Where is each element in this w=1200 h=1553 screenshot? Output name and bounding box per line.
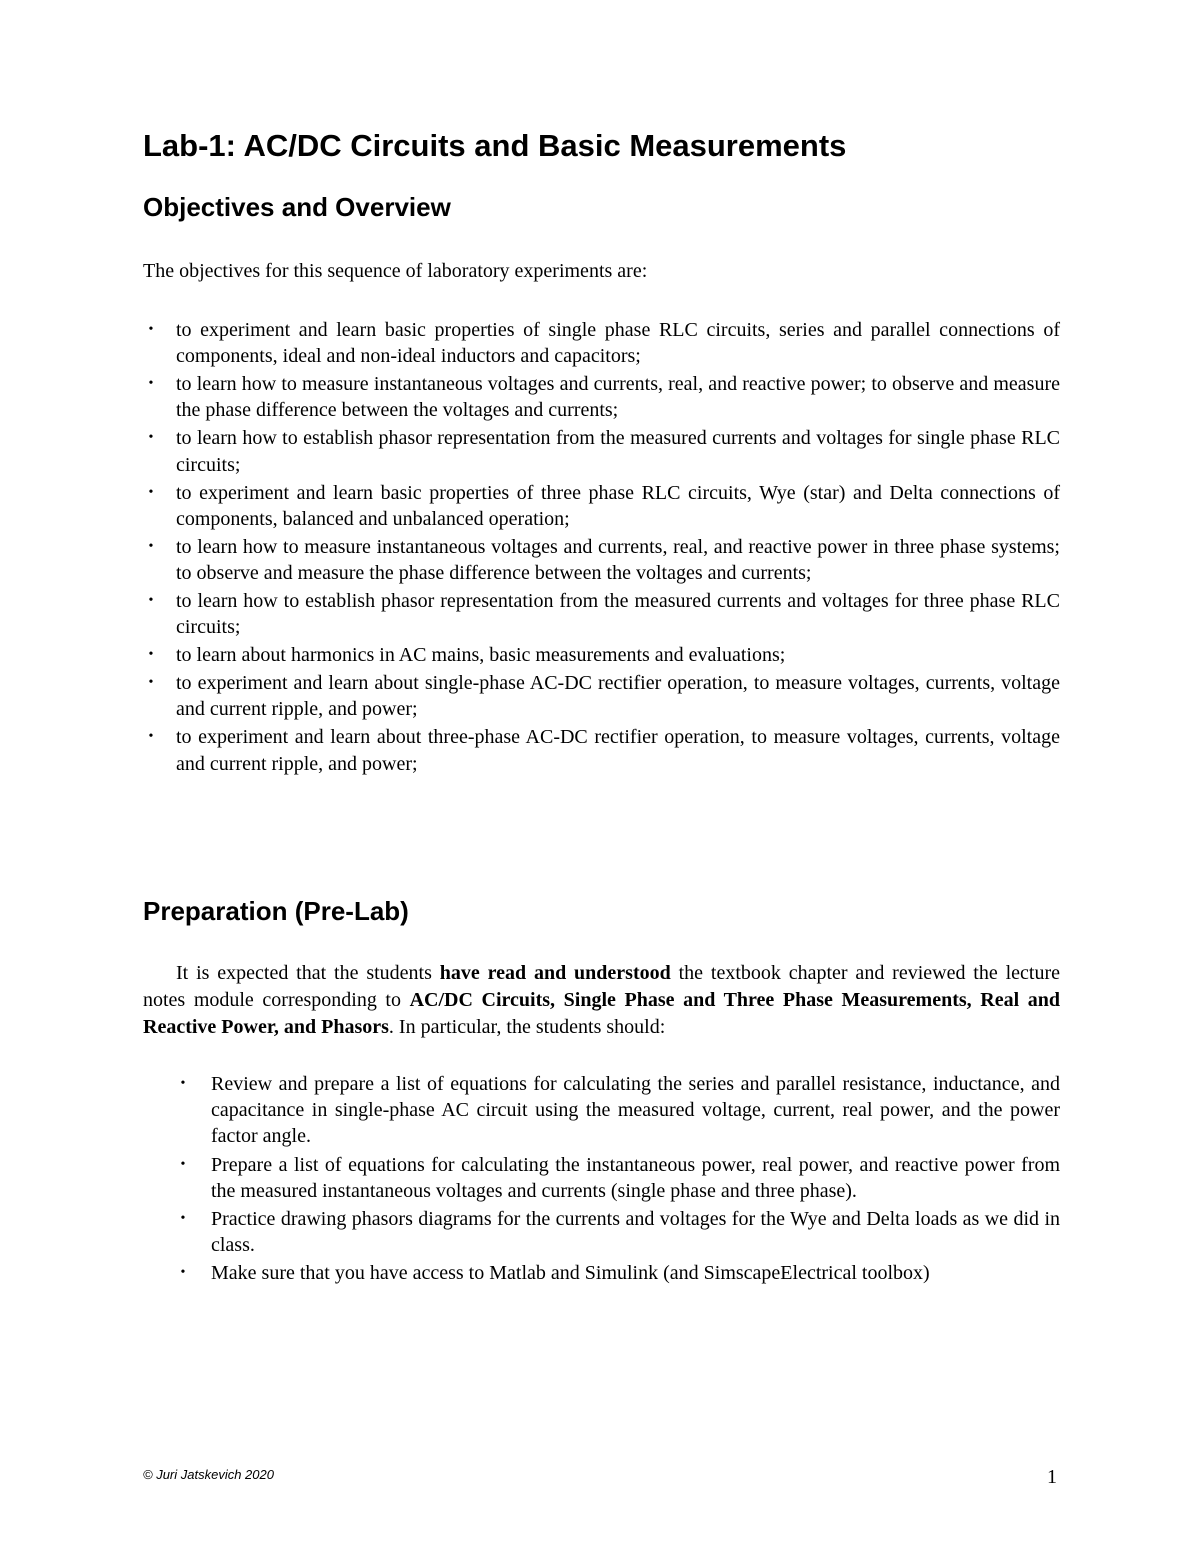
list-item bbox=[143, 480, 1060, 532]
preparation-heading: Preparation (Pre-Lab) bbox=[143, 896, 409, 926]
list-item-text: to learn how to establish phasor representation from the measured currents and voltages for single phase RLC circuits; bbox=[176, 427, 1060, 476]
bullet-icon: • bbox=[148, 484, 154, 500]
paragraph-text: the textbook chapter and reviewed the lecture notes module corresponding to bbox=[143, 962, 1061, 1011]
list-item bbox=[143, 642, 1060, 668]
paragraph-text: It is expected that the students bbox=[176, 962, 440, 984]
bullet-icon: • bbox=[180, 1156, 186, 1172]
list-item-text: to experiment and learn basic properties of three phase RLC circuits, Wye (star) and Delta connections of components, balanced and unbalanced operation; bbox=[176, 481, 1060, 530]
bullet-icon: • bbox=[180, 1265, 186, 1281]
document-title: Lab-1: AC/DC Circuits and Basic Measurements bbox=[143, 128, 847, 163]
list-item bbox=[143, 670, 1060, 722]
list-item-text: to experiment and learn about single-phase AC-DC rectifier operation, to measure voltages, currents, voltage and current ripple, and power; bbox=[176, 672, 1060, 721]
bullet-icon: • bbox=[148, 538, 154, 554]
bullet-icon: • bbox=[148, 675, 154, 691]
list-item bbox=[143, 588, 1060, 640]
list-item bbox=[176, 1071, 1060, 1150]
list-item bbox=[143, 317, 1060, 369]
list-item-text: Practice drawing phasors diagrams for the currents and voltages for the Wye and Delta loads as we did in class. bbox=[211, 1208, 1060, 1257]
bullet-icon: • bbox=[180, 1211, 186, 1227]
preparation-list bbox=[176, 1071, 1060, 1289]
objectives-heading: Objectives and Overview bbox=[143, 192, 451, 222]
copyright-notice: © Juri Jatskevich 2020 bbox=[143, 1467, 274, 1482]
bullet-icon: • bbox=[148, 430, 154, 446]
paragraph-text: . In particular, the students should: bbox=[388, 1016, 666, 1038]
list-item-text: to experiment and learn basic properties of single phase RLC circuits, series and parallel connections of components, ideal and non-ideal inductors and capacitors; bbox=[176, 319, 1060, 368]
paragraph-emphasis: have read and understood bbox=[439, 962, 671, 984]
bullet-icon: • bbox=[148, 376, 154, 392]
list-item bbox=[143, 724, 1060, 776]
page-number: 1 bbox=[1047, 1466, 1057, 1488]
bullet-icon: • bbox=[148, 322, 154, 337]
bullet-icon: • bbox=[148, 729, 154, 745]
list-item-text: to experiment and learn about three-phase AC-DC rectifier operation, to measure voltages, currents, voltage and current ripple, and power; bbox=[176, 726, 1060, 775]
list-item bbox=[176, 1260, 1060, 1286]
list-item-text: to learn how to measure instantaneous voltages and currents, real, and reactive power; to observe and measure the phase difference between the voltages and currents; bbox=[176, 373, 1060, 422]
objectives-list bbox=[143, 317, 1060, 779]
list-item-text: Prepare a list of equations for calculating the instantaneous power, real power, and reactive power from the measured instantaneous voltages and currents (single phase and three phase). bbox=[211, 1153, 1060, 1202]
list-item bbox=[143, 371, 1060, 423]
list-item bbox=[143, 425, 1060, 477]
list-item-text: to learn about harmonics in AC mains, basic measurements and evaluations; bbox=[176, 644, 786, 667]
list-item-text: Make sure that you have access to Matlab and Simulink (and SimscapeElectrical toolbox) bbox=[211, 1262, 930, 1285]
list-item bbox=[176, 1152, 1060, 1204]
list-item-text: Review and prepare a list of equations for calculating the series and parallel resistance, inductance, and capacitance in single-phase AC circuit using the measured voltage, current, real power, and the power factor angle. bbox=[211, 1073, 1060, 1148]
list-item-text: to learn how to establish phasor representation from the measured currents and voltages for three phase RLC circuits; bbox=[176, 590, 1060, 639]
list-item-text: to learn how to measure instantaneous voltages and currents, real, and reactive power in three phase systems; to observe and measure the phase difference between the voltages and currents; bbox=[176, 535, 1060, 585]
preparation-paragraph bbox=[143, 960, 1060, 1041]
bullet-icon: • bbox=[180, 1076, 186, 1091]
bullet-icon: • bbox=[148, 647, 154, 663]
list-item bbox=[143, 534, 1060, 586]
objectives-intro: The objectives for this sequence of laboratory experiments are: bbox=[143, 260, 648, 282]
list-item bbox=[176, 1206, 1060, 1258]
bullet-icon: • bbox=[148, 593, 154, 609]
paragraph-emphasis: AC/DC Circuits, Single Phase and Three Phase Measurements, Real and Reactive Power, and Phasors bbox=[143, 989, 1060, 1038]
